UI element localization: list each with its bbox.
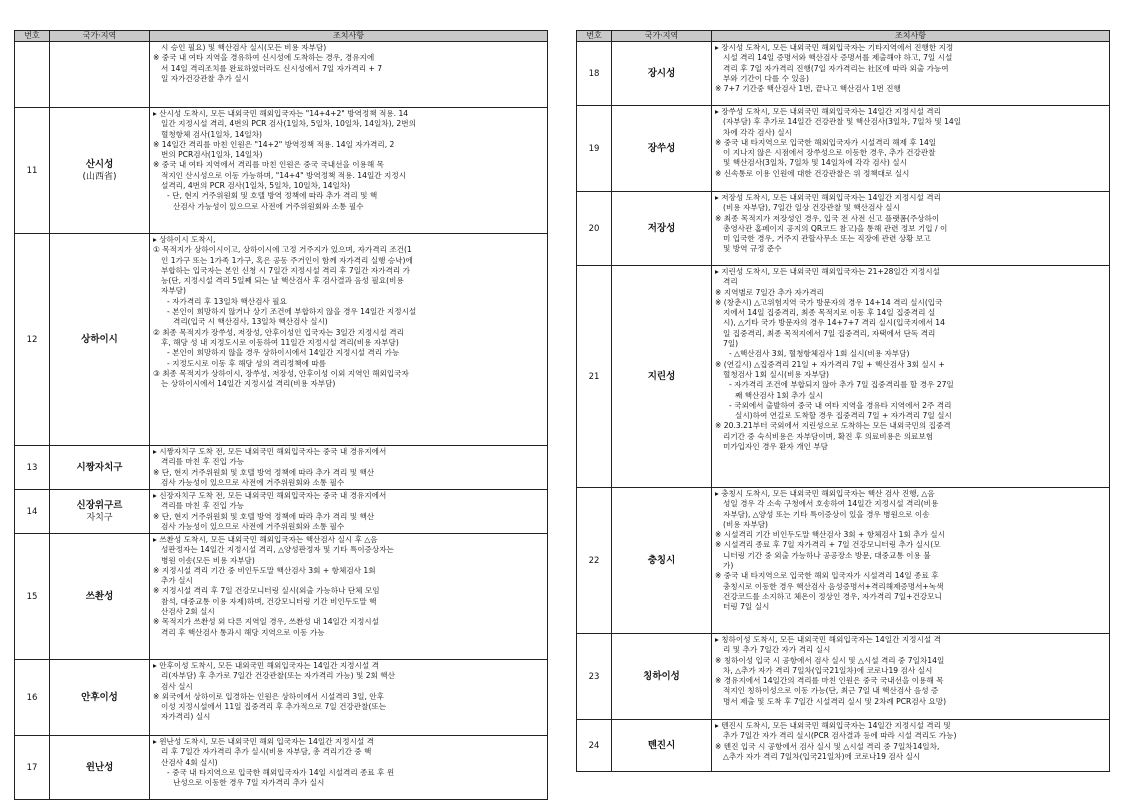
detail-line: 격리를 마친 후 진입 가능 — [161, 457, 245, 467]
detail-line: 인 1가구 또는 1가족 1가구, 혹은 공동 주거인이 함께 자가격리 실행 승낙)에 — [161, 255, 413, 265]
detail-line: 차, △추가 자가 격리 7일차(입국21일차)에 코로나19 검사 실시 — [723, 665, 933, 675]
measure-details — [150, 42, 548, 108]
detail-line: 리 및 추가 7일간 자가 격리 실시 — [723, 645, 831, 655]
detail-line: (비용 자부담), 7일간 일상 건강관찰 및 핵산검사 실시 — [723, 203, 900, 213]
row-number — [15, 42, 50, 108]
detail-line: 검사 가능성이 있으므로 사전에 거주위원회와 소통 필수 — [161, 521, 345, 531]
header-region: 국가·지역 — [50, 31, 150, 42]
detail-line: 미가입자인 경우 환자 개인 부담 — [723, 442, 829, 452]
detail-line: ※ 경유지에서 14일간의 격리를 마친 인원은 중국 국내선을 이용해 목 — [715, 676, 944, 686]
detail-line: ▸ 시짱자치구 도착 전, 모든 내외국민 해외입국자는 중국 내 경유지에서 — [153, 447, 387, 456]
table-row — [577, 106, 1110, 192]
measure-details — [712, 634, 1110, 720]
detail-line: ※ 최종 목적지가 저장성인 경우, 입국 전 사전 신고 플랫폼(주상하이 — [715, 213, 940, 223]
detail-line: 건강코드를 소지하고 체온이 정상인 경우, 자가격리 7일+건강모니 — [723, 591, 942, 601]
detail-line: 미 입국한 경우, 거주지 관할사무소 또는 직장에 관련 상황 보고 — [723, 234, 931, 244]
table-row — [577, 266, 1110, 488]
detail-line: 격리(입국 시 핵산검사, 13일차 핵산검사 실시) — [173, 317, 328, 327]
detail-line: 설격리, 4번의 PCR 검사(1일차, 5일차, 10일차, 14일차) — [161, 181, 351, 191]
row-number: 24 — [577, 720, 612, 772]
detail-line: ※ 단, 현지 거주위원회 및 호텔 방역 정책에 따라 추가 격리 및 핵산 — [153, 511, 375, 521]
detail-line: 자부담), △양성 또는 기타 특이증상이 있을 경우 병원으로 이송 — [723, 509, 930, 519]
measure-details — [712, 192, 1110, 266]
table-row — [577, 192, 1110, 266]
detail-line: 후, 해당 성 내 지정도시로 이동하여 11일간 지정시설 격리(비용 자부담) — [161, 337, 399, 347]
detail-line: ※ 시설격리 기간 비인두도말 핵산검사 3회 + 항체검사 1회 추가 실시 — [715, 530, 945, 540]
detail-line: - 본인이 희망하지 않을 경우 상하이시에서 14일간 지정시설 격리 가능 — [167, 348, 400, 358]
measure-details — [712, 106, 1110, 192]
detail-line: 격리 — [723, 277, 738, 287]
detail-line: 성일 경우 각 소속 구청에서 호송하여 14일간 지정시설 격리(비용 — [723, 499, 939, 509]
detail-line: 리 후 7일간 자가격리 추가 실시(비용 자부담, 총 격리기간 중 핵 — [161, 747, 372, 757]
detail-line: ※ 칭하이성 입국 시 공항에서 검사 실시 및 △시설 격리 중 7일차14일 — [715, 655, 945, 665]
measures-table-left — [14, 30, 548, 800]
region-name — [612, 720, 712, 772]
detail-line: 실시)하여 연길로 도착할 경우 집중격리 7일 + 자가격리 7일 실시 — [735, 411, 952, 421]
detail-line: 산검사 4회 실시) — [161, 757, 218, 767]
detail-line: 가) — [723, 561, 734, 571]
header-row — [15, 31, 548, 42]
detail-line: ※ 중국 내 타지역으로 입국한 해외입국자가 시설격리 해제 후 14일 — [715, 137, 937, 147]
measure-details — [150, 446, 548, 490]
row-number: 17 — [15, 736, 50, 800]
region-name — [612, 106, 712, 192]
detail-line: ▸ 안후이성 도착시, 모든 내외국민 해외입국자는 14일간 지정시설 격 — [153, 661, 379, 670]
detail-line: ※ 단, 현지 거주위원회 및 호텔 방역 정책에 따라 추가 격리 및 핵산 — [153, 467, 375, 477]
detail-line: - 중국 내 타지역으로 입국한 해외입국자가 14일 시설격리 종료 후 윈 — [167, 767, 395, 777]
detail-line: ※ 목적지가 쓰촨성 외 다른 지역일 경우, 쓰촨성 내 14일간 지정시설 — [153, 617, 379, 627]
table-body — [577, 42, 1110, 772]
table-row — [15, 736, 548, 800]
detail-line: - △핵산검사 3회, 혈청항체검사 1회 실시(비용 자부담) — [729, 349, 910, 359]
detail-line: ※ 중국 내 여타 지역에서 격리를 마친 인원은 중국 국내선을 이용해 목 — [153, 160, 384, 170]
detail-line: 니터링 기간 중 외출 가능하나 공공장소 방문, 대중교통 이용 불 — [723, 550, 931, 560]
detail-line: ※ (연길시) △집중격리 21일 + 자가격리 7일 + 핵산검사 3회 실시 + — [715, 359, 945, 369]
region-name-text: 저장성 — [647, 222, 676, 234]
detail-line: 부와 기간이 다를 수 있음) — [723, 73, 809, 83]
detail-line: ※ 14일간 격리를 마친 인원은 "14+2" 방역정책 적용. 14일 자가격리, 2 — [153, 139, 395, 149]
detail-line: ※ 20.3.21부터 국외에서 지린성으로 도착하는 모든 내외국민의 집중격 — [715, 421, 951, 431]
detail-line: 지에서 14일 집중격리, 최종 목적지로 이동 후 14일 집중격리 실 — [723, 308, 936, 318]
measure-details — [712, 488, 1110, 634]
detail-line: ▸ 상하이시 도착시, — [153, 235, 216, 244]
header-measures: 조치사항 — [712, 31, 1110, 42]
region-name — [50, 660, 150, 736]
region-name — [612, 488, 712, 634]
region-name — [50, 42, 150, 108]
detail-line: ※ 지정시설 격리 후 7일 건강모니터링 실시(외출 가능하나 단체 모임 — [153, 586, 380, 596]
header-region: 국가·지역 — [612, 31, 712, 42]
region-name — [50, 490, 150, 534]
detail-line: 일 집중격리, 최종 목적지에서 7일 집중격리, 자택에서 단독 격리 — [723, 328, 936, 338]
measure-details — [712, 720, 1110, 772]
detail-line: 및 핵산검사(3일차, 7일차 및 14일차에 각각 검사) 실시 — [723, 158, 907, 168]
detail-line: ※ (창춘시) △고위험지역 국가 방문자의 경우 14+14 격리 실시(입국 — [715, 297, 943, 307]
table-row — [15, 108, 548, 234]
detail-line: 추가 실시 — [161, 576, 193, 586]
detail-line: 추가 7일간 자가 격리 실시(PCR 검사결과 등에 따라 시설 격리도 가능) — [723, 731, 957, 741]
detail-line: 혈청항체 검사(1일차, 14일차) — [161, 129, 263, 139]
row-number: 21 — [577, 266, 612, 488]
detail-line: 이 지나지 않은 시점에서 장쑤성으로 이동한 경우, 추가 건강관찰 — [723, 148, 936, 158]
table-row — [577, 42, 1110, 106]
detail-line: ※ 톈진 입국 시 공항에서 검사 실시 및 △시설 격리 중 7일차14일차, — [715, 741, 940, 751]
detail-line: ※ 중국 내 타지역으로 입국한 해외 입국자가 시설격리 14일 종료 후 — [715, 571, 939, 581]
detail-line: 시 승인 필요) 및 핵산검사 실시(모든 비용 자부담) — [161, 43, 327, 52]
detail-line: 부합하는 입국자는 본인 신청 시 7일간 지정시설 격리 후 7일간 자가격리 가 — [161, 265, 410, 275]
detail-line: 적지인 칭하이성으로 이동 가능(단, 최근 7일 내 핵산검사 음성 증 — [723, 686, 939, 696]
detail-line: ▸ 쓰촨성 도착시, 모든 내외국민 해외입국자는 핵산검사 실시 후 △음 — [153, 535, 378, 544]
region-name-text: 안후이성 — [81, 691, 118, 703]
detail-line: ▸ 윈난성 도착시, 모든 내외국민 해외 입국자는 14일간 지정시설 격 — [153, 737, 374, 746]
measure-details — [150, 736, 548, 800]
detail-line: ▸ 칭하이성 도착시, 모든 내외국민 해외입국자는 14일간 지정시설 격 — [715, 635, 941, 644]
table-body — [15, 42, 548, 800]
detail-line: 산검사 가능성이 있으므로 사전에 거주위원회와 소통 필수 — [173, 201, 364, 211]
detail-line: 혈청검사 1회 실시(비용 자부담) — [723, 369, 830, 379]
detail-line: 서 14일 격리조치를 완료하였더라도 신시성에서 7일 자가격리 + 7 — [161, 63, 383, 73]
row-number: 23 — [577, 634, 612, 720]
detail-line: 자가격리) 실시 — [161, 712, 211, 722]
table-row — [15, 446, 548, 490]
region-name — [612, 192, 712, 266]
right-column — [576, 30, 1110, 772]
detail-line: 리(자부담) 후 추가로 7일간 건강관찰(또는 자가격리 가능) 및 2회 핵산 — [161, 671, 395, 681]
region-name-text: 지린성 — [647, 370, 676, 382]
detail-line: 차에 각각 검사) 실시 — [723, 127, 792, 137]
detail-line: - 국외에서 출발하여 중국 내 여타 지역을 경유타 지역에서 2주 격리 — [729, 400, 952, 410]
header-no: 번호 — [15, 31, 50, 42]
header-measures: 조치사항 — [150, 31, 548, 42]
detail-line: 격리 후 핵산검사 통과시 해당 지역으로 이동 가능 — [161, 627, 325, 637]
detail-line: ③ 최종 목적지가 상하이시, 장쑤성, 저장성, 안후이성 이외 지역인 해외입국자 — [153, 368, 409, 378]
row-number: 14 — [15, 490, 50, 534]
detail-line: ② 최종 목적지가 장쑤성, 저장성, 안후이성인 입국자는 3일간 지정시설 격리 — [153, 327, 404, 337]
detail-line: - 본인이 희망하지 않거나 상기 조건에 부합하지 않을 경우 14일간 지정시설 — [167, 307, 417, 317]
detail-line: 및 방역 규정 준수 — [723, 244, 782, 254]
detail-line: 산검사 2회 실시 — [161, 607, 215, 617]
row-number: 16 — [15, 660, 50, 736]
region-name-sub: (山西省) — [82, 171, 117, 182]
row-number: 19 — [577, 106, 612, 192]
detail-line: △추가 자가 격리 7일차(입국21일차)에 코로나19 검사 실시 — [723, 751, 921, 761]
detail-line: 번의 PCR검사(1일차, 14일차) — [161, 150, 263, 160]
detail-line: 이성 지정시설에서 11일 집중격리 후 추가적으로 7일 건강관찰(또는 — [161, 702, 387, 712]
table-row — [577, 634, 1110, 720]
detail-line: ※ 중국 내 여타 지역을 경유하여 신시성에 도착하는 경우, 경유지에 — [153, 53, 375, 63]
detail-line: 검사 가능성이 있으므로 사전에 거주위원회와 소통 필수 — [161, 477, 345, 487]
region-name — [612, 634, 712, 720]
region-name-text: 장쑤성 — [647, 142, 676, 154]
measure-details — [712, 42, 1110, 106]
row-number: 13 — [15, 446, 50, 490]
row-number: 20 — [577, 192, 612, 266]
region-name — [50, 234, 150, 446]
region-name-text: 상하이시 — [81, 333, 118, 345]
header-row — [577, 31, 1110, 42]
region-name — [50, 108, 150, 234]
detail-line: - 자가격리 조건에 부합되지 않아 추가 7일 집중격리를 할 경우 27일 — [729, 380, 954, 390]
row-number: 12 — [15, 234, 50, 446]
detail-line: ▸ 신장자치구 도착 전, 모든 내외국민 해외입국자는 중국 내 경유지에서 — [153, 491, 387, 500]
detail-line: ※ 지역별로 7일간 추가 자가격리 — [715, 287, 824, 297]
detail-line: - 단, 현지 거주위원회 및 호텔 방역 정책에 따라 추가 격리 및 핵 — [167, 191, 378, 201]
region-name-text: 톈진시 — [647, 739, 676, 751]
region-name — [612, 42, 712, 106]
detail-line: ▸ 산시성 도착시, 모든 내외국민 해외입국자는 "14+4+2" 방역정책 적용. 14 — [153, 109, 409, 118]
table-row — [15, 660, 548, 736]
table-row — [15, 42, 548, 108]
detail-line: 충칭시로 이동한 경우 핵산검사 음성증명서+격리해제증명서+녹색 — [723, 581, 944, 591]
detail-line: ※ 시설격리 종료 후 7일 자가격리 + 7일 건강모니터링 추가 실시(모 — [715, 540, 941, 550]
table-row — [577, 720, 1110, 772]
detail-line: 격리 후 7일 자가격리 진행(7일 자가격리는 社区에 따라 외출 가능여 — [723, 63, 949, 73]
row-number: 22 — [577, 488, 612, 634]
region-name — [612, 266, 712, 488]
header-no: 번호 — [577, 31, 612, 42]
measure-details — [150, 108, 548, 234]
detail-line: 7일) — [723, 339, 739, 349]
left-column — [14, 30, 548, 800]
measure-details — [150, 660, 548, 736]
region-name — [50, 446, 150, 490]
region-name — [50, 736, 150, 800]
detail-line: ▸ 지린성 도착시, 모든 내외국민 해외입국자는 21+28일간 지정시설 — [715, 267, 940, 276]
region-name-text: 칭하이성 — [643, 670, 680, 682]
detail-line: ▸ 톈진시 도착시, 모든 내외국민 해외입국자는 14일간 지정시설 격리 및 — [715, 721, 951, 730]
detail-line: ▸ 장시성 도착시, 모든 내외국민 해외입국자는 기타지역에서 진행한 지정 — [715, 43, 954, 52]
detail-line: 참석, 대중교통 이용 자제)하며, 건강모니터링 기간 비인두도말 핵 — [161, 596, 377, 606]
detail-line: 시설 격리 14일 증명서와 핵산검사 증명서를 제출해야 하고, 7일 시설 — [723, 53, 953, 63]
detail-line: ▸ 장쑤성 도착시, 모든 내외국민 해외입국자는 14일간 지정시설 격리 — [715, 107, 941, 116]
region-name-text: 산시성 — [85, 158, 114, 170]
row-number: 15 — [15, 534, 50, 660]
detail-line: 째 핵산검사 1회 추가 실시 — [735, 390, 823, 400]
region-name-text: 장시성 — [647, 67, 676, 79]
detail-line: 명서 제출 및 도착 후 7일간 시설격리 실시 및 2차례 PCR검사 요망) — [723, 696, 947, 706]
detail-line: 자부담) — [161, 286, 186, 296]
detail-line: 시), △기타 국가 방문자의 경우 14+7+7 격리 실시(입국지에서 14 — [723, 318, 945, 328]
detail-line: ※ 7+7 기간중 핵산검사 1번, 끝나고 핵산검사 1번 진행 — [715, 84, 901, 94]
row-number: 11 — [15, 108, 50, 234]
detail-line: 능(단, 지정시설 격리 5일째 되는 날 핵산검사 후 검사결과 음성 필요(비용 — [161, 276, 404, 286]
detail-line: 는 상하이시에서 14일간 지정시설 격리(비용 자부담) — [161, 379, 336, 389]
region-name-sub: 자치구 — [86, 512, 113, 523]
row-number: 18 — [577, 42, 612, 106]
region-name — [50, 534, 150, 660]
table-row — [15, 490, 548, 534]
detail-line: ※ 지정시설 격리 기간 중 비인두도말 핵산검사 3회 + 항체검사 1회 — [153, 565, 376, 575]
detail-line: ① 목적지가 상하이시이고, 상하이시에 고정 거주지가 있으며, 자가격리 조건(1 — [153, 245, 412, 255]
detail-line: - 자가격리 후 13일차 핵산검사 필요 — [167, 296, 287, 306]
detail-line: ▸ 충칭시 도착시, 모든 내외국민 해외입국자는 핵산 검사 진행, △음 — [715, 489, 935, 498]
detail-line: 검사 실시 — [161, 681, 193, 691]
detail-line: 격리를 마친 후 진입 가능 — [161, 501, 245, 511]
detail-line: - 지정도시로 이동 후 해당 성의 격리정책에 따름 — [167, 358, 327, 368]
region-name-text: 윈난성 — [85, 761, 114, 773]
detail-line: 터링 7일 실시 — [723, 602, 770, 612]
detail-line: 난성으로 이동한 경우 7일 자가격리 추가 실시 — [173, 778, 325, 788]
measure-details — [150, 534, 548, 660]
measure-details — [712, 266, 1110, 488]
region-name-text: 쓰촨성 — [85, 590, 114, 602]
detail-line: 총영사관 홈페이지 공지의 QR코드 참고)을 통해 관련 정보 기입 / 이 — [723, 223, 948, 233]
measure-details — [150, 490, 548, 534]
detail-line: 리기간 중 숙식비용은 자부담이며, 확진 후 의료비용은 의료보험 — [723, 431, 934, 441]
detail-line: 일간 지정시설 격리, 4번의 PCR 검사(1일차, 5일차, 10일차, 14일차), 2번의 — [161, 119, 416, 129]
detail-line: 성판정자는 14일간 지정시설 격리, △양성판정자 및 기타 특이증상자는 — [161, 545, 394, 555]
detail-line: 일 자가건강관찰 추가 실시 — [161, 73, 249, 83]
measures-table-right — [576, 30, 1110, 772]
region-name-text: 충칭시 — [647, 554, 676, 566]
detail-line: 적지인 산시성으로 이동 가능하며, "14+4" 방역정책 적용. 14일간 지정시 — [161, 170, 407, 180]
detail-line: ▸ 저장성 도착시, 모든 내외국민 해외입국자는 14일간 지정시설 격리 — [715, 193, 941, 202]
detail-line: ※ 외국에서 상하이로 입경하는 인원은 상하이에서 시설격리 3일, 안후 — [153, 691, 384, 701]
table-row — [15, 234, 548, 446]
detail-line: ※ 신속통로 이용 인원에 대한 건강관찰은 위 정책대로 실시 — [715, 168, 910, 178]
measure-details — [150, 234, 548, 446]
detail-line: (비용 자부담) — [723, 519, 769, 529]
region-name-text: 시짱자치구 — [76, 461, 123, 473]
table-row — [15, 534, 548, 660]
table-row — [577, 488, 1110, 634]
detail-line: 병원 이송(모든 비용 자부담) — [161, 555, 255, 565]
region-name-text: 신장위구르 — [76, 499, 123, 511]
detail-line: (자부담) 후 추가로 14일간 건강관찰 및 핵산검사(3일차, 7일차 및 14일 — [723, 117, 962, 127]
